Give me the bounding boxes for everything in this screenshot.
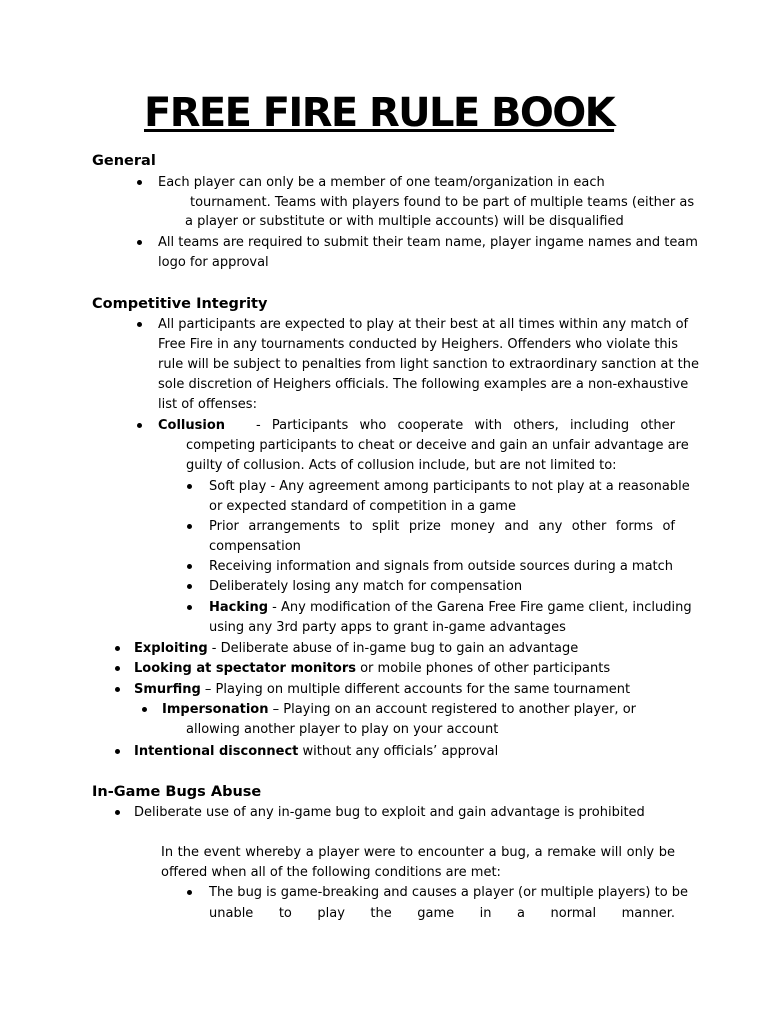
bullet-icon: [115, 646, 120, 651]
integrity-intro-line-5: list of offenses:: [158, 397, 257, 412]
prior-arrangements-line-1: Prior arrangements to split prize money and any other forms of: [209, 519, 675, 534]
document-title: FREE FIRE RULE BOOK: [144, 90, 615, 136]
smurfing-item: Smurfing – Playing on multiple different accounts for the same tournament: [134, 682, 631, 697]
hacking-line-1: Hacking - Any modification of the Garena Free Fire game client, including: [209, 600, 692, 615]
bullet-icon: [115, 666, 120, 671]
integrity-intro-line-4: sole discretion of Heighers officials. The following examples are a non-exhaustive: [158, 377, 689, 392]
bullet-icon: [142, 707, 147, 712]
collusion-line-2: competing participants to cheat or deceive and gain an unfair advantage are: [186, 438, 689, 453]
soft-play-line-2: or expected standard of competition in a game: [209, 499, 516, 514]
soft-play-line-1: Soft play - Any agreement among participants to not play at a reasonable: [209, 479, 690, 494]
section-heading-competitive-integrity: Competitive Integrity: [92, 296, 268, 312]
general-item-2-line-2: logo for approval: [158, 255, 269, 270]
bullet-icon: [137, 423, 142, 428]
deliberately-losing-item: Deliberately losing any match for compensation: [209, 579, 523, 594]
bullet-icon: [137, 322, 142, 327]
bullet-icon: [137, 180, 142, 185]
impersonation-line-2: allowing another player to play on your account: [186, 722, 499, 737]
integrity-intro-line-1: All participants are expected to play at their best at all times within any match of: [158, 317, 689, 332]
bullet-icon: [137, 240, 142, 245]
bullet-icon: [187, 484, 192, 489]
collusion-line-3: guilty of collusion. Acts of collusion include, but are not limited to:: [186, 458, 617, 473]
hacking-line-2: using any 3rd party apps to grant in-game advantages: [209, 620, 566, 635]
bugs-paragraph-line-1: In the event whereby a player were to encounter a bug, a remake will only be: [161, 845, 675, 860]
bullet-icon: [115, 749, 120, 754]
bullet-icon: [187, 605, 192, 610]
bullet-icon: [115, 810, 120, 815]
bugs-condition-1-line-2: unable to play the game in a normal manner.: [209, 906, 675, 921]
bullet-icon: [187, 890, 192, 895]
bullet-icon: [115, 687, 120, 692]
general-item-1-line-2: tournament. Teams with players found to be part of multiple teams (either as: [190, 195, 695, 210]
receiving-information-item: Receiving information and signals from outside sources during a match: [209, 559, 674, 574]
integrity-intro-line-3: rule will be subject to penalties from light sanction to extraordinary sanction at the: [158, 357, 699, 372]
general-item-2-line-1: All teams are required to submit their team name, player ingame names and team: [158, 235, 698, 250]
bugs-item-1: Deliberate use of any in-game bug to exploit and gain advantage is prohibited: [134, 805, 645, 820]
prior-arrangements-line-2: compensation: [209, 539, 301, 554]
section-heading-general: General: [92, 153, 156, 169]
intentional-disconnect-item: Intentional disconnect without any officials’ approval: [134, 744, 499, 759]
integrity-intro-line-2: Free Fire in any tournaments conducted by Heighers. Offenders who violate this: [158, 337, 679, 352]
bullet-icon: [187, 584, 192, 589]
exploiting-item: Exploiting - Deliberate abuse of in-game bug to gain an advantage: [134, 641, 579, 656]
bullet-icon: [187, 524, 192, 529]
bugs-paragraph-line-2: offered when all of the following conditions are met:: [161, 865, 501, 880]
general-item-1-line-1: Each player can only be a member of one team/organization in each: [158, 175, 605, 190]
impersonation-line-1: Impersonation – Playing on an account registered to another player, or: [162, 702, 636, 717]
general-item-1-line-3: a player or substitute or with multiple accounts) will be disqualified: [185, 214, 624, 229]
collusion-label: Collusion: [158, 418, 226, 433]
spectator-monitors-item: Looking at spectator monitors or mobile phones of other participants: [134, 661, 611, 676]
section-heading-in-game-bugs: In-Game Bugs Abuse: [92, 784, 262, 800]
bullet-icon: [187, 564, 192, 569]
collusion-line-1: - Participants who cooperate with others, including other: [256, 418, 675, 433]
bugs-condition-1-line-1: The bug is game-breaking and causes a player (or multiple players) to be: [209, 885, 689, 900]
